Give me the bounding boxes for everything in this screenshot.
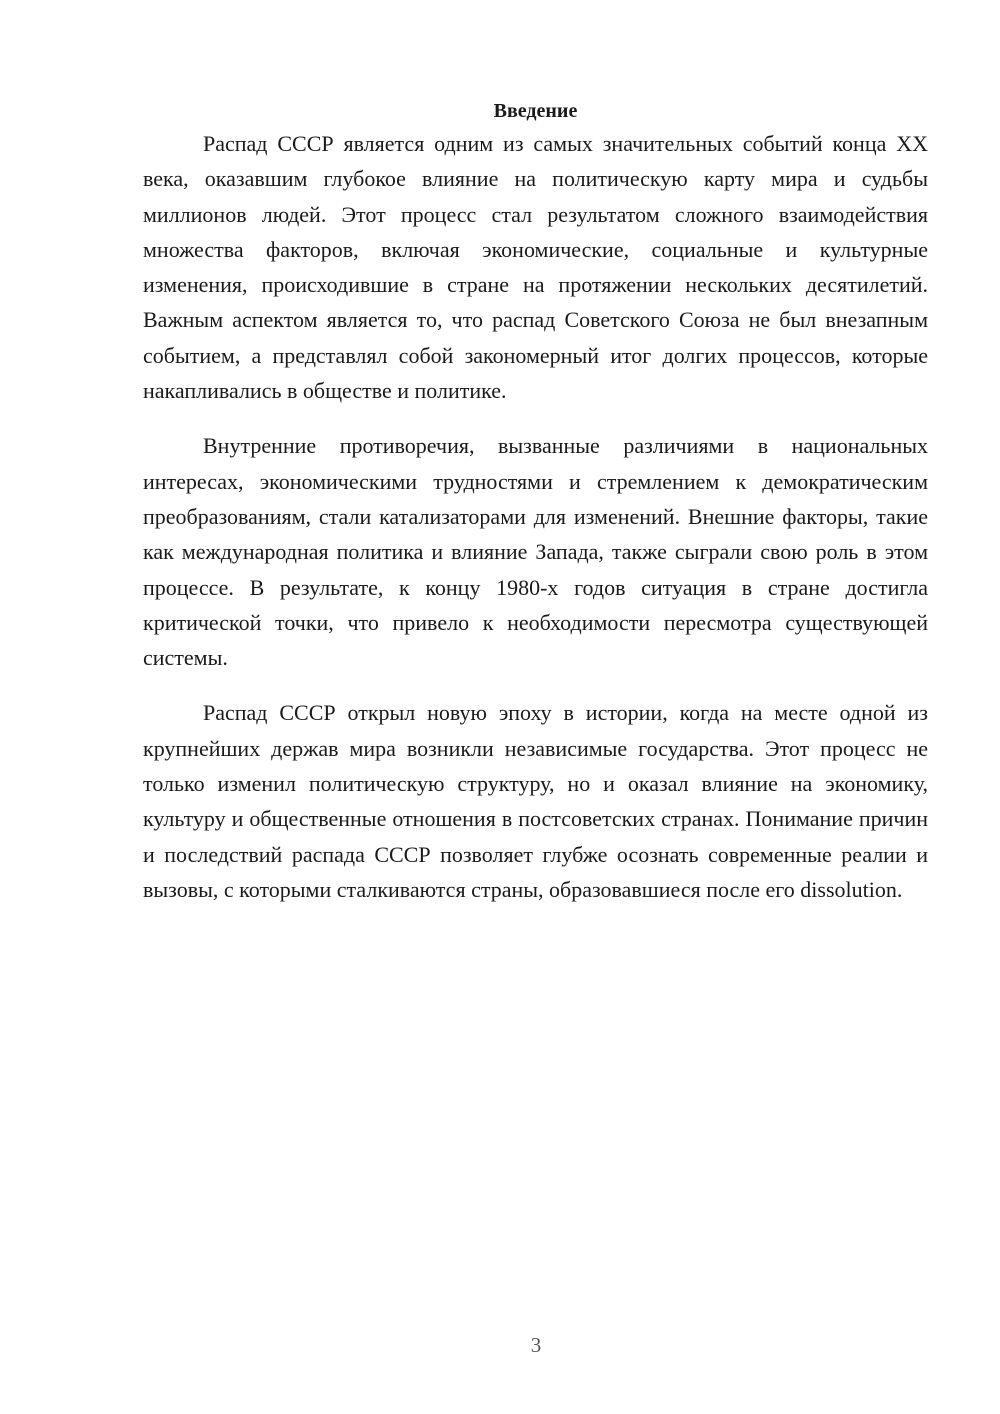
- paragraph-1: Распад СССР является одним из самых значительных событий конца XX века, оказавшим глубокое влияние на политическую карту мира и судьбы миллионов людей. Этот процесс стал результатом сложного взаимодействия множества факторов, включая экономические, социальные и культурные изменения, происходившие в стране на протяжении нескольких десятилетий. Важным аспектом является то, что распад Советского Союза не был внезапным событием, а представлял собой закономерный итог долгих процессов, которые накапливались в обществе и политике.: [143, 131, 928, 404]
- paragraph-2: Внутренние противоречия, вызванные различиями в национальных интересах, экономическими трудностями и стремлением к демократическим преобразованиям, стали катализаторами для изменений. Внешние факторы, такие как международная политика и влияние Запада, также сыграли свою роль в этом процессе. В результате, к концу 1980-х годов ситуация в стране достигла критической точки, что привело к необходимости пересмотра существующей системы.: [143, 433, 928, 671]
- page-number: 3: [530, 1333, 542, 1357]
- paragraph-3: Распад СССР открыл новую эпоху в истории, когда на месте одной из крупнейших держав мира возникли независимые государства. Этот процесс не только изменил политическую структуру, но и оказал влияние на экономику, культуру и общественные отношения в постсоветских странах. Понимание причин и последствий распада СССР позволяет глубже осознать современные реалии и вызовы, с которыми сталкиваются страны, образовавшиеся после его dissolution.: [143, 700, 928, 902]
- section-title: Введение: [493, 100, 578, 122]
- document-body: [143, 96, 928, 907]
